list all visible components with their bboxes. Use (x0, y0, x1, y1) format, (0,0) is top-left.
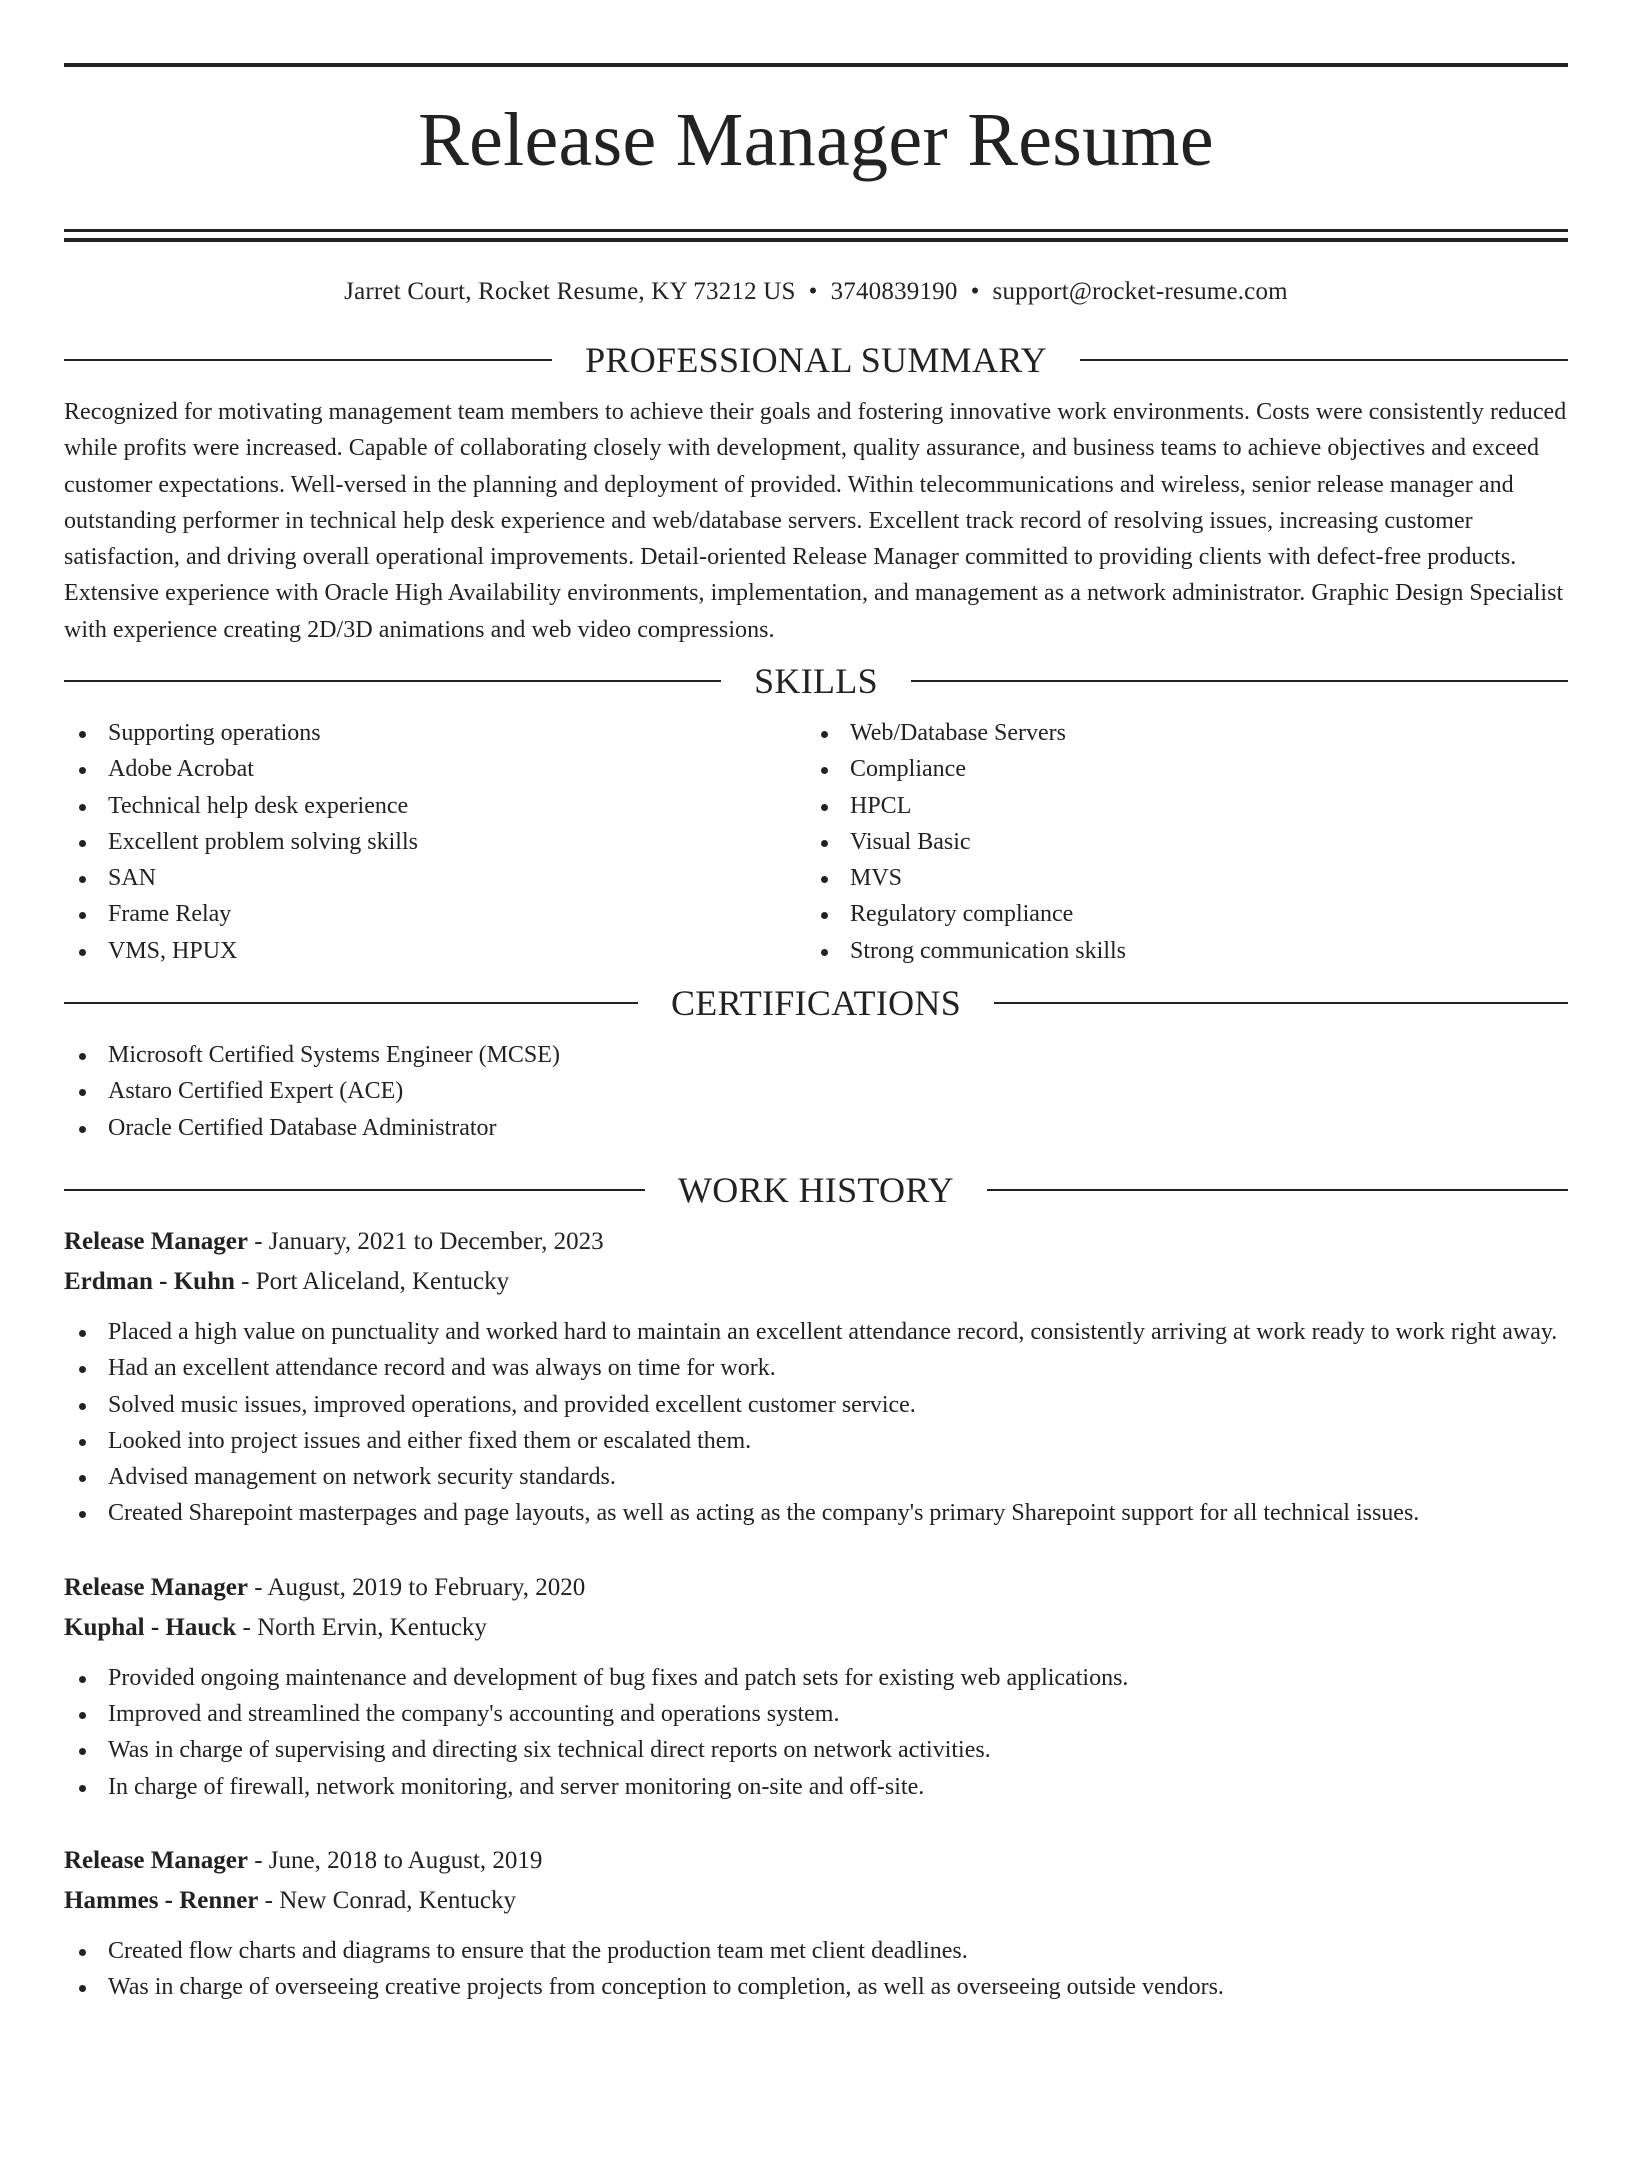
certification-item (64, 1110, 1568, 1146)
summary-text: Recognized for motivating management team members to achieve their goals and fostering innovative work environments. Costs were consistently reduced while profits were increased. Capable of collaborating closely with development, quality assurance, and business teams to achieve objectives and exceed customer expectations. Well-versed in the planning and deployment of provided. Within telecommunications and wireless, senior release manager and outstanding performer in technical help desk experience and web/database servers. Excellent track record of resolving issues, increasing customer satisfaction, and driving overall operational improvements. Detail-oriented Release Manager committed to providing clients with defect-free products. Extensive experience with Oracle High Availability environments, implementation, and management as a network administrator. Graphic Design Specialist with experience creating 2D/3D animations and web video compressions. (64, 398, 1567, 643)
job-entry (64, 1841, 1568, 2006)
skill-item-text: SAN (108, 865, 157, 892)
job-company: Kuphal - Hauck (64, 1613, 237, 1641)
skills-right-column (806, 715, 1548, 969)
job-bullet (64, 1933, 1568, 1969)
bullet-dot (821, 876, 828, 883)
job-title: Release Manager (64, 1573, 248, 1601)
contact-separator: • (808, 277, 818, 305)
job-bullet (64, 1387, 1568, 1423)
job-bullets (64, 1933, 1568, 2006)
skill-item-text: VMS, HPUX (108, 937, 238, 964)
bullet-dot (79, 804, 86, 811)
job-bullet-text: Solved music issues, improved operations, and provided excellent customer service. (108, 1391, 916, 1418)
job-company-line (64, 1262, 1568, 1302)
job-bullet-text: Provided ongoing maintenance and development of bug fixes and patch sets for existing web applications. (108, 1664, 1129, 1691)
heading-rule (64, 1189, 645, 1191)
bullet-dot (79, 1985, 86, 1992)
skills-left-column (64, 715, 806, 969)
job-entry (64, 1222, 1568, 1532)
skills-heading-label: SKILLS (754, 660, 878, 701)
job-bullets (64, 1660, 1568, 1805)
contact-address: Jarret Court, Rocket Resume, KY 73212 US (344, 277, 796, 305)
certification-item-text: Oracle Certified Database Administrator (108, 1114, 497, 1141)
skills-heading (64, 660, 1568, 701)
skill-item-text: Supporting operations (108, 719, 321, 746)
bullet-dot (79, 1403, 86, 1410)
skill-item (64, 715, 806, 751)
certification-item (64, 1037, 1568, 1073)
bullet-dot (821, 949, 828, 956)
job-bullet (64, 1350, 1568, 1386)
bullet-dot (79, 1748, 86, 1755)
top-rule (64, 63, 1568, 67)
skill-item (64, 860, 806, 896)
bullet-dot (79, 1785, 86, 1792)
work-history-list (64, 1222, 1568, 2006)
skill-item-text: MVS (850, 865, 903, 892)
job-location: - Port Aliceland, Kentucky (234, 1267, 510, 1295)
bullet-dot (79, 1475, 86, 1482)
job-bullet-text: Placed a high value on punctuality and worked hard to maintain an excellent attendance record, consistently arriving at work ready to work right away. (108, 1318, 1558, 1345)
bullet-dot (79, 1366, 86, 1373)
skill-item (64, 896, 806, 932)
job-bullet-text: Looked into project issues and either fixed them or escalated them. (108, 1427, 752, 1454)
skill-item (64, 751, 806, 787)
skill-item (64, 933, 806, 969)
job-location: - New Conrad, Kentucky (258, 1886, 516, 1914)
bullet-dot (79, 1676, 86, 1683)
job-dates: - June, 2018 to August, 2019 (247, 1846, 543, 1874)
bullet-dot (79, 1089, 86, 1096)
contact-email: support@rocket-resume.com (992, 277, 1288, 305)
certification-item (64, 1073, 1568, 1109)
skill-item (64, 788, 806, 824)
bullet-dot (79, 1126, 86, 1133)
job-bullets (64, 1314, 1568, 1532)
heading-rule (987, 1189, 1568, 1191)
work-history-heading (64, 1169, 1568, 1210)
job-bullet (64, 1495, 1568, 1531)
certifications-heading (64, 983, 1568, 1024)
heading-rule (64, 1002, 638, 1004)
bullet-dot (79, 876, 86, 883)
bullet-dot (79, 767, 86, 774)
job-bullet-text: In charge of firewall, network monitoring, and server monitoring on-site and off-site. (108, 1773, 925, 1800)
job-bullet-text: Advised management on network security standards. (108, 1464, 616, 1491)
bullet-dot (79, 912, 86, 919)
summary-heading (64, 339, 1568, 380)
job-company-line (64, 1608, 1568, 1648)
bullet-dot (79, 1053, 86, 1060)
page-title: Release Manager Resume (418, 98, 1214, 182)
certifications-heading-label: CERTIFICATIONS (670, 983, 962, 1024)
contact-line (64, 276, 1568, 308)
certification-item-text: Astaro Certified Expert (ACE) (108, 1078, 404, 1105)
heading-rule (994, 1002, 1568, 1004)
job-title-line (64, 1841, 1568, 1881)
bullet-dot (821, 731, 828, 738)
job-title-line (64, 1222, 1568, 1262)
job-title: Release Manager (64, 1846, 248, 1874)
job-bullet-text: Improved and streamlined the company's accounting and operations system. (108, 1701, 840, 1728)
bullet-dot (821, 912, 828, 919)
skill-item-text: Compliance (850, 756, 966, 783)
bullet-dot (821, 840, 828, 847)
job-bullet-text: Had an excellent attendance record and was always on time for work. (108, 1355, 776, 1382)
certification-item-text: Microsoft Certified Systems Engineer (MCSE) (108, 1042, 560, 1069)
bullet-dot (79, 1439, 86, 1446)
skill-item (806, 715, 1548, 751)
bullet-dot (821, 767, 828, 774)
skill-item (806, 751, 1548, 787)
contact-separator: • (970, 277, 980, 305)
skill-item (64, 824, 806, 860)
skill-item (806, 896, 1548, 932)
heading-rule (911, 680, 1568, 682)
job-title-line (64, 1568, 1568, 1608)
bullet-dot (79, 840, 86, 847)
title-double-rule (64, 229, 1568, 242)
job-dates: - January, 2021 to December, 2023 (247, 1227, 604, 1255)
bullet-dot (79, 949, 86, 956)
skill-item-text: HPCL (850, 792, 912, 819)
job-bullet (64, 1769, 1568, 1805)
job-bullet-text: Created Sharepoint masterpages and page layouts, as well as acting as the company's primary Sharepoint support for all technical issues. (108, 1500, 1420, 1527)
job-entry (64, 1568, 1568, 1805)
skill-item (806, 824, 1548, 860)
skill-item-text: Visual Basic (850, 828, 971, 855)
bullet-dot (79, 1330, 86, 1337)
bullet-dot (79, 1511, 86, 1518)
job-company: Erdman - Kuhn (64, 1267, 235, 1295)
job-company-line (64, 1881, 1568, 1921)
contact-phone: 3740839190 (830, 277, 958, 305)
bullet-dot (79, 1712, 86, 1719)
skill-item-text: Excellent problem solving skills (108, 828, 418, 855)
job-bullet-text: Was in charge of overseeing creative projects from conception to completion, as well as overseeing outside vendors. (108, 1974, 1224, 2001)
resume-page (0, 63, 1632, 2175)
bullet-dot (79, 1949, 86, 1956)
certifications-list (64, 1037, 1568, 1146)
skill-item (806, 933, 1548, 969)
job-company: Hammes - Renner (64, 1886, 259, 1914)
job-bullet (64, 1969, 1568, 2005)
job-bullet (64, 1314, 1568, 1350)
summary-heading-label: PROFESSIONAL SUMMARY (585, 339, 1047, 380)
skill-item (806, 860, 1548, 896)
job-bullet (64, 1696, 1568, 1732)
skill-item (806, 788, 1548, 824)
job-bullet-text: Created flow charts and diagrams to ensure that the production team met client deadlines. (108, 1937, 968, 1964)
heading-rule (64, 680, 721, 682)
skills-list (64, 715, 1568, 969)
skill-item-text: Web/Database Servers (850, 719, 1066, 746)
job-bullet (64, 1732, 1568, 1768)
work-history-heading-label: WORK HISTORY (678, 1169, 954, 1210)
heading-rule (1080, 359, 1568, 361)
job-bullet (64, 1423, 1568, 1459)
skill-item-text: Regulatory compliance (850, 901, 1074, 928)
skill-item-text: Strong communication skills (850, 937, 1126, 964)
job-location: - North Ervin, Kentucky (236, 1613, 487, 1641)
job-bullet (64, 1660, 1568, 1696)
job-dates: - August, 2019 to February, 2020 (247, 1573, 586, 1601)
skill-item-text: Adobe Acrobat (108, 756, 254, 783)
skill-item-text: Frame Relay (108, 901, 232, 928)
bullet-dot (79, 731, 86, 738)
bullet-dot (821, 804, 828, 811)
job-bullet-text: Was in charge of supervising and directing six technical direct reports on network activities. (108, 1737, 991, 1764)
job-title: Release Manager (64, 1227, 248, 1255)
skill-item-text: Technical help desk experience (108, 792, 409, 819)
job-bullet (64, 1459, 1568, 1495)
heading-rule (64, 359, 552, 361)
